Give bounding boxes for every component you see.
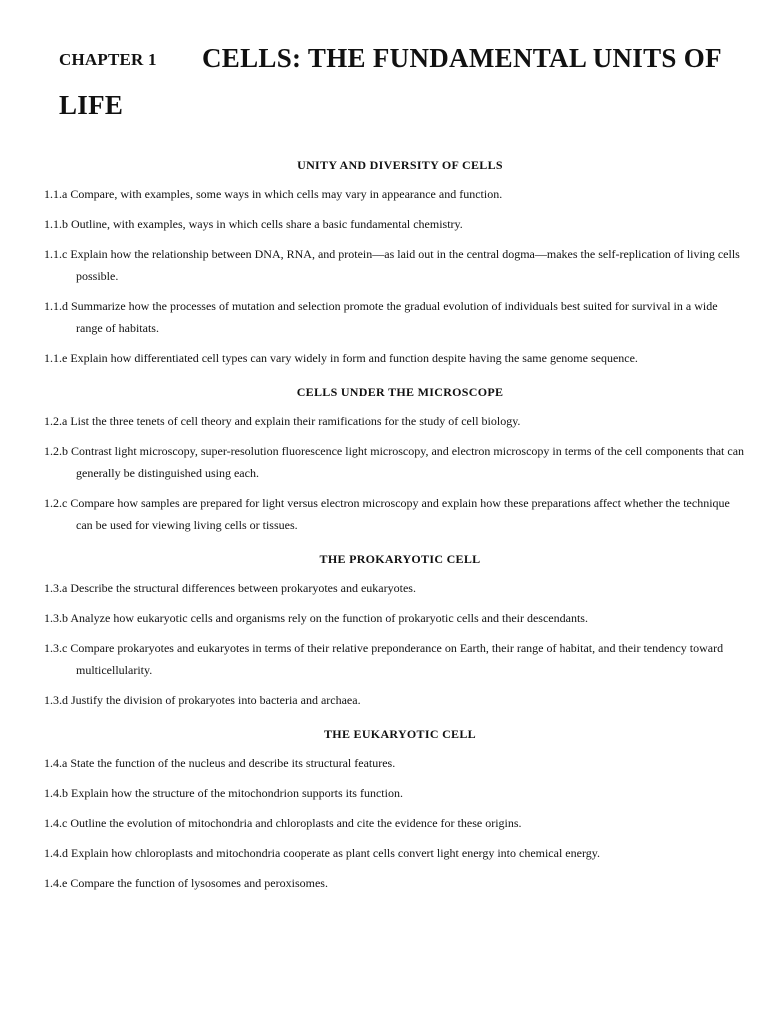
objective-item xyxy=(44,440,744,484)
objective-id: 1.3.c xyxy=(44,641,68,655)
objective-id: 1.1.b xyxy=(44,217,68,231)
objective-text: Compare, with examples, some ways in which cells may vary in appearance and function. xyxy=(70,187,503,201)
section-heading: UNITY AND DIVERSITY OF CELLS xyxy=(297,158,503,172)
objective-item xyxy=(44,689,744,711)
objective-id: 1.4.b xyxy=(44,786,68,800)
objective-id: 1.4.c xyxy=(44,816,68,830)
objective-id: 1.3.d xyxy=(44,693,68,707)
objective-id: 1.1.e xyxy=(44,351,68,365)
objective-item xyxy=(44,752,744,774)
objective-text: Justify the division of prokaryotes into bacteria and archaea. xyxy=(71,693,361,707)
objective-item xyxy=(44,782,744,804)
section-eukaryotic-cell xyxy=(44,727,744,894)
objective-item xyxy=(44,842,744,864)
objective-id: 1.1.a xyxy=(44,187,68,201)
objective-item xyxy=(44,213,744,235)
objective-id: 1.4.d xyxy=(44,846,68,860)
objective-text: Analyze how eukaryotic cells and organisms rely on the function of prokaryotic cells and their descendants. xyxy=(70,611,588,625)
objective-text: Explain how the relationship between DNA, RNA, and protein—as laid out in the central dogma—makes the self-replication of living cells possible. xyxy=(70,247,740,283)
objective-id: 1.3.a xyxy=(44,581,68,595)
objective-item xyxy=(44,410,744,432)
section-prokaryotic-cell xyxy=(44,552,744,711)
objective-text: Outline, with examples, ways in which cells share a basic fundamental chemistry. xyxy=(71,217,463,231)
objective-item xyxy=(44,295,744,339)
objective-text: Outline the evolution of mitochondria and chloroplasts and cite the evidence for these origins. xyxy=(70,816,522,830)
objective-text: List the three tenets of cell theory and explain their ramifications for the study of cell biology. xyxy=(70,414,521,428)
objective-text: Compare the function of lysosomes and peroxisomes. xyxy=(70,876,328,890)
section-heading: THE PROKARYOTIC CELL xyxy=(319,552,481,566)
objective-text: State the function of the nucleus and describe its structural features. xyxy=(70,756,396,770)
chapter-label: CHAPTER 1 xyxy=(59,50,157,69)
objective-id: 1.2.c xyxy=(44,496,68,510)
objective-id: 1.1.c xyxy=(44,247,68,261)
objective-item xyxy=(44,812,744,834)
objective-item xyxy=(44,577,744,599)
objective-text: Describe the structural differences between prokaryotes and eukaryotes. xyxy=(70,581,416,595)
section-microscope xyxy=(44,385,744,536)
objective-id: 1.1.d xyxy=(44,299,68,313)
objectives-sections xyxy=(44,158,744,910)
objective-text: Compare prokaryotes and eukaryotes in terms of their relative preponderance on Earth, their range of habitat, and their tendency toward multicellularity. xyxy=(70,641,724,677)
chapter-title: CELLS: THE FUNDAMENTAL UNITS OF xyxy=(202,43,722,73)
objective-id: 1.4.a xyxy=(44,756,68,770)
objective-item xyxy=(44,872,744,894)
objective-text: Contrast light microscopy, super-resolution fluorescence light microscopy, and electron microscopy in terms of the cell components that can generally be distinguished using each. xyxy=(71,444,745,480)
objective-text: Explain how differentiated cell types can vary widely in form and function despite having the same genome sequence. xyxy=(70,351,638,365)
section-unity-diversity xyxy=(44,158,744,369)
objective-text: Summarize how the processes of mutation and selection promote the gradual evolution of individuals best suited for survival in a wide range of habitats. xyxy=(71,299,718,335)
objective-item xyxy=(44,347,744,369)
section-heading: THE EUKARYOTIC CELL xyxy=(324,727,476,741)
objective-text: Explain how chloroplasts and mitochondria cooperate as plant cells convert light energy into chemical energy. xyxy=(71,846,600,860)
objective-text: Explain how the structure of the mitochondrion supports its function. xyxy=(71,786,403,800)
objective-id: 1.4.e xyxy=(44,876,68,890)
chapter-title-continued: LIFE xyxy=(59,90,124,120)
objective-id: 1.2.b xyxy=(44,444,68,458)
objective-id: 1.3.b xyxy=(44,611,68,625)
section-heading: CELLS UNDER THE MICROSCOPE xyxy=(296,385,504,399)
objective-id: 1.2.a xyxy=(44,414,68,428)
objective-item xyxy=(44,607,744,629)
objective-item xyxy=(44,637,744,681)
objective-item xyxy=(44,183,744,205)
objective-item xyxy=(44,243,744,287)
objective-item xyxy=(44,492,744,536)
objective-text: Compare how samples are prepared for light versus electron microscopy and explain how these preparations affect whether the technique can be used for viewing living cells or tissues. xyxy=(70,496,730,532)
